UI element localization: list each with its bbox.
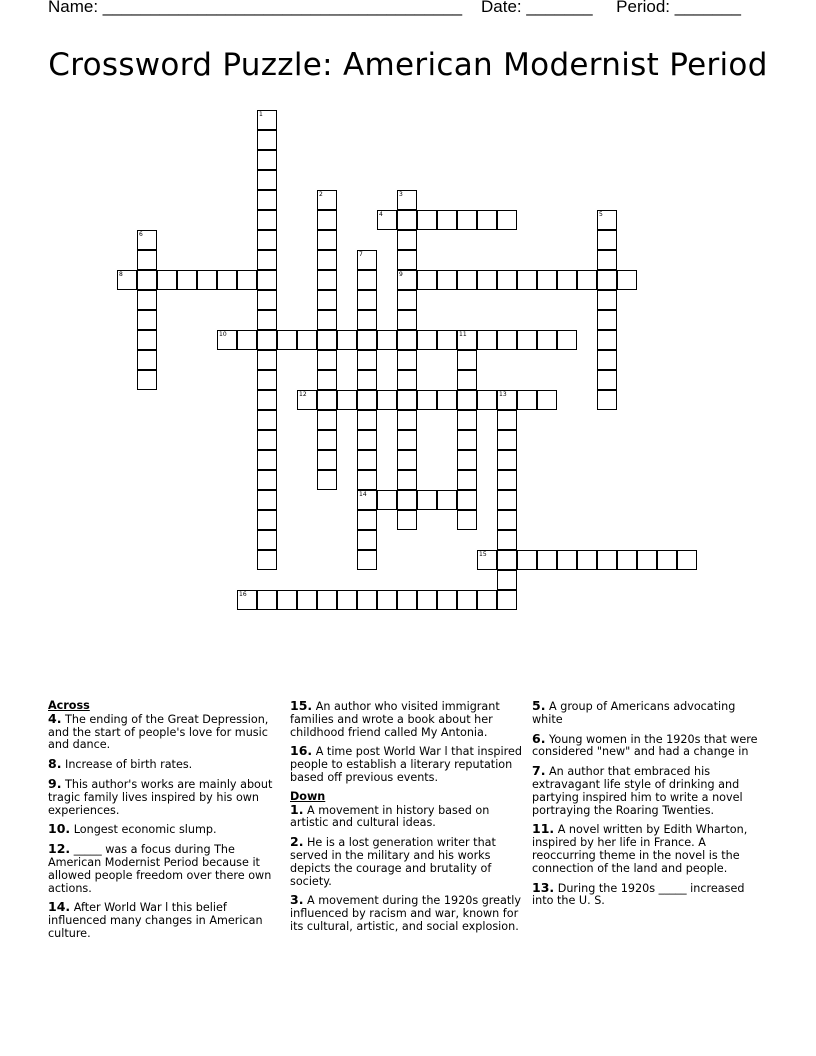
clues-column-2 [290,700,522,940]
grid-cell[interactable] [277,590,297,610]
grid-cell[interactable] [377,330,397,350]
grid-cell[interactable] [577,270,597,290]
clue-down-11: 11. A novel written by Edith Wharton, inspired by her life in France. A reoccurring theme in the novel is the connection of the land and people. [532,821,748,875]
grid-cell[interactable] [317,470,337,490]
grid-cell[interactable] [317,290,337,310]
grid-cell[interactable] [137,350,157,370]
grid-cell[interactable] [277,330,297,350]
clue-number: 5 [599,211,603,218]
grid-cell[interactable] [397,390,417,410]
grid-cell[interactable] [137,290,157,310]
grid-cell[interactable] [437,490,457,510]
clue-number: 9 [399,271,403,278]
grid-cell[interactable] [477,590,497,610]
grid-cell[interactable] [317,210,337,230]
grid-cell[interactable] [317,590,337,610]
grid-cell[interactable] [477,210,497,230]
grid-cell[interactable] [397,370,417,390]
grid-cell[interactable] [357,530,377,550]
grid-cell[interactable] [137,230,157,250]
grid-cell[interactable] [257,350,277,370]
grid-cell[interactable] [257,390,277,410]
grid-cell[interactable] [437,390,457,410]
grid-cell[interactable] [317,190,337,210]
grid-cell[interactable] [397,230,417,250]
grid-cell[interactable] [477,330,497,350]
grid-cell[interactable] [217,330,237,350]
grid-cell[interactable] [357,270,377,290]
grid-cell[interactable] [137,270,157,290]
clue-number: 4 [379,211,383,218]
grid-cell[interactable] [357,310,377,330]
clue-number: 3 [399,191,403,198]
grid-cell[interactable] [317,390,337,410]
grid-cell[interactable] [217,270,237,290]
grid-cell[interactable] [357,330,377,350]
grid-cell[interactable] [257,430,277,450]
clue-number: 1 [259,111,263,118]
grid-cell[interactable] [137,330,157,350]
grid-cell[interactable] [397,270,417,290]
grid-cell[interactable] [397,310,417,330]
grid-cell[interactable] [257,170,277,190]
grid-cell[interactable] [317,230,337,250]
grid-cell[interactable] [257,510,277,530]
grid-cell[interactable] [457,510,477,530]
clue-number: 8 [119,271,123,278]
grid-cell[interactable] [497,330,517,350]
grid-cell[interactable] [157,270,177,290]
grid-cell[interactable] [497,210,517,230]
grid-cell[interactable] [537,270,557,290]
grid-cell[interactable] [317,330,337,350]
grid-cell[interactable] [617,270,637,290]
grid-cell[interactable] [457,470,477,490]
grid-cell[interactable] [257,590,277,610]
clue-across-10: 10. Longest economic slump. [48,821,217,837]
clue-number: 12 [299,391,307,398]
grid-cell[interactable] [297,390,317,410]
period-field[interactable]: Period: _______ [616,0,741,16]
grid-cell[interactable] [577,550,597,570]
grid-cell[interactable] [317,450,337,470]
grid-cell[interactable] [397,210,417,230]
grid-cell[interactable] [597,550,617,570]
grid-cell[interactable] [397,430,417,450]
grid-cell[interactable] [257,530,277,550]
grid-cell[interactable] [497,590,517,610]
grid-cell[interactable] [537,390,557,410]
clue-across-14: 14. After World War l this belief influenced many changes in American culture. [48,899,263,940]
grid-cell[interactable] [257,190,277,210]
clue-across-4: 4. The ending of the Great Depression, and the start of people's love for music and dance. [48,710,269,752]
grid-cell[interactable] [397,490,417,510]
grid-cell[interactable] [257,550,277,570]
grid-cell[interactable] [597,370,617,390]
grid-cell[interactable] [417,390,437,410]
grid-cell[interactable] [417,270,437,290]
grid-cell[interactable] [597,250,617,270]
across-heading: Across [48,699,90,712]
grid-cell[interactable] [497,410,517,430]
grid-cell[interactable] [497,490,517,510]
grid-cell[interactable] [357,510,377,530]
grid-cell[interactable] [477,270,497,290]
grid-cell[interactable] [457,410,477,430]
grid-cell[interactable] [297,330,317,350]
grid-cell[interactable] [137,310,157,330]
grid-cell[interactable] [317,410,337,430]
clue-number: 7 [359,251,363,258]
grid-cell[interactable] [357,470,377,490]
grid-cell[interactable] [497,270,517,290]
grid-cell[interactable] [497,510,517,530]
grid-cell[interactable] [457,430,477,450]
grid-cell[interactable] [597,310,617,330]
clues-column-3 [532,700,764,914]
clue-across-15: 15. An author who visited immigrant families and wrote a book about her childhood friend called My Antonia. [290,698,500,739]
grid-cell[interactable] [397,590,417,610]
grid-cell[interactable] [637,550,657,570]
page-title: Crossword Puzzle: American Modernist Period [48,47,768,83]
grid-cell[interactable] [357,590,377,610]
grid-cell[interactable] [357,370,377,390]
grid-cell[interactable] [417,330,437,350]
grid-cell[interactable] [357,350,377,370]
grid-cell[interactable] [357,450,377,470]
clue-number: 11 [459,331,467,338]
grid-cell[interactable] [257,310,277,330]
grid-cell[interactable] [377,210,397,230]
grid-cell[interactable] [497,390,517,410]
clue-number: 16 [239,591,247,598]
grid-cell[interactable] [357,250,377,270]
grid-cell[interactable] [257,230,277,250]
grid-cell[interactable] [237,590,257,610]
grid-cell[interactable] [597,330,617,350]
grid-cell[interactable] [557,550,577,570]
grid-cell[interactable] [257,150,277,170]
grid-cell[interactable] [497,550,517,570]
grid-cell[interactable] [257,210,277,230]
clue-number: 10 [219,331,227,338]
grid-cell[interactable] [397,470,417,490]
grid-cell[interactable] [337,330,357,350]
grid-cell[interactable] [477,550,497,570]
grid-cell[interactable] [517,330,537,350]
grid-cell[interactable] [497,450,517,470]
clue-down-7: 7. An author that embraced his extravagant life style of drinking and partying inspired him to write a novel portraying the Roaring Twenties. [532,763,743,817]
grid-cell[interactable] [457,370,477,390]
grid-cell[interactable] [357,290,377,310]
grid-cell[interactable] [677,550,697,570]
grid-cell[interactable] [257,410,277,430]
grid-cell[interactable] [397,190,417,210]
grid-cell[interactable] [437,590,457,610]
grid-cell[interactable] [617,550,637,570]
grid-cell[interactable] [317,310,337,330]
grid-cell[interactable] [497,470,517,490]
clue-across-12: 12. _____ was a focus during The American Modernist Period because it allowed people freedom over there own actions. [48,841,272,895]
grid-cell[interactable] [257,130,277,150]
grid-cell[interactable] [397,330,417,350]
clue-down-2: 2. He is a lost generation writer that served in the military and his works depicts the courage and brutality of society. [290,834,496,888]
clue-down-6: 6. Young women in the 1920s that were considered "new" and had a change in [532,730,758,759]
grid-cell[interactable] [477,390,497,410]
grid-cell[interactable] [437,210,457,230]
grid-cell[interactable] [257,110,277,130]
grid-cell[interactable] [597,210,617,230]
grid-cell[interactable] [317,350,337,370]
grid-cell[interactable] [457,490,477,510]
grid-cell[interactable] [597,270,617,290]
grid-cell[interactable] [497,530,517,550]
grid-cell[interactable] [257,250,277,270]
grid-cell[interactable] [357,390,377,410]
grid-cell[interactable] [357,550,377,570]
grid-cell[interactable] [597,390,617,410]
clue-number: 13 [499,391,507,398]
clue-across-16: 16. A time post World War l that inspired people to establish a literary reputation based off previous events. [290,743,522,784]
grid-cell[interactable] [417,210,437,230]
grid-cell[interactable] [597,230,617,250]
grid-cell[interactable] [497,570,517,590]
grid-cell[interactable] [517,390,537,410]
grid-cell[interactable] [457,270,477,290]
grid-cell[interactable] [317,250,337,270]
grid-cell[interactable] [457,590,477,610]
grid-cell[interactable] [497,430,517,450]
clue-number: 14 [359,491,367,498]
clue-number: 2 [319,191,323,198]
grid-cell[interactable] [597,290,617,310]
grid-cell[interactable] [537,330,557,350]
grid-cell[interactable] [437,330,457,350]
grid-cell[interactable] [437,270,457,290]
grid-cell[interactable] [317,370,337,390]
grid-cell[interactable] [457,450,477,470]
grid-cell[interactable] [257,450,277,470]
grid-cell[interactable] [117,270,137,290]
grid-cell[interactable] [237,330,257,350]
grid-cell[interactable] [317,430,337,450]
grid-cell[interactable] [397,510,417,530]
clue-number: 6 [139,231,143,238]
grid-cell[interactable] [377,590,397,610]
grid-cell[interactable] [257,330,277,350]
down-heading: Down [290,789,326,803]
grid-cell[interactable] [457,390,477,410]
clue-across-9: 9. This author's works are mainly about tragic family lives inspired by his own experiences. [48,775,273,817]
grid-cell[interactable] [257,470,277,490]
grid-cell[interactable] [457,330,477,350]
grid-cell[interactable] [397,250,417,270]
name-field[interactable]: Name: ______________________________________ [48,0,463,16]
grid-cell[interactable] [177,270,197,290]
grid-cell[interactable] [657,550,677,570]
clue-down-1: 1. A movement in history based on artistic and cultural ideas. [290,801,490,830]
grid-cell[interactable] [597,350,617,370]
clues-column-1 [48,700,284,947]
grid-cell[interactable] [397,410,417,430]
grid-cell[interactable] [357,490,377,510]
grid-cell[interactable] [377,390,397,410]
date-field[interactable]: Date: _______ [480,0,593,16]
grid-cell[interactable] [357,410,377,430]
grid-cell[interactable] [257,370,277,390]
grid-cell[interactable] [557,330,577,350]
grid-cell[interactable] [397,290,417,310]
clue-down-13: 13. During the 1920s _____ increased into the U. S. [532,879,745,908]
clue-down-3: 3. A movement during the 1920s greatly influenced by racism and war, known for its cultural, artistic, and social explosion. [290,892,522,933]
grid-cell[interactable] [257,290,277,310]
grid-cell[interactable] [337,590,357,610]
grid-cell[interactable] [337,390,357,410]
grid-cell[interactable] [397,450,417,470]
grid-cell[interactable] [397,350,417,370]
grid-cell[interactable] [257,270,277,290]
grid-cell[interactable] [457,350,477,370]
grid-cell[interactable] [317,270,337,290]
grid-cell[interactable] [197,270,217,290]
grid-cell[interactable] [557,270,577,290]
grid-cell[interactable] [137,250,157,270]
grid-cell[interactable] [417,490,437,510]
clue-across-8: 8. Increase of birth rates. [48,756,193,772]
grid-cell[interactable] [517,550,537,570]
grid-cell[interactable] [137,370,157,390]
grid-cell[interactable] [237,270,257,290]
grid-cell[interactable] [357,430,377,450]
grid-cell[interactable] [297,590,317,610]
grid-cell[interactable] [457,210,477,230]
grid-cell[interactable] [517,270,537,290]
grid-cell[interactable] [537,550,557,570]
grid-cell[interactable] [377,490,397,510]
grid-cell[interactable] [417,590,437,610]
grid-cell[interactable] [257,490,277,510]
clue-number: 15 [479,551,487,558]
clue-down-5: 5. A group of Americans advocating white [532,698,736,726]
